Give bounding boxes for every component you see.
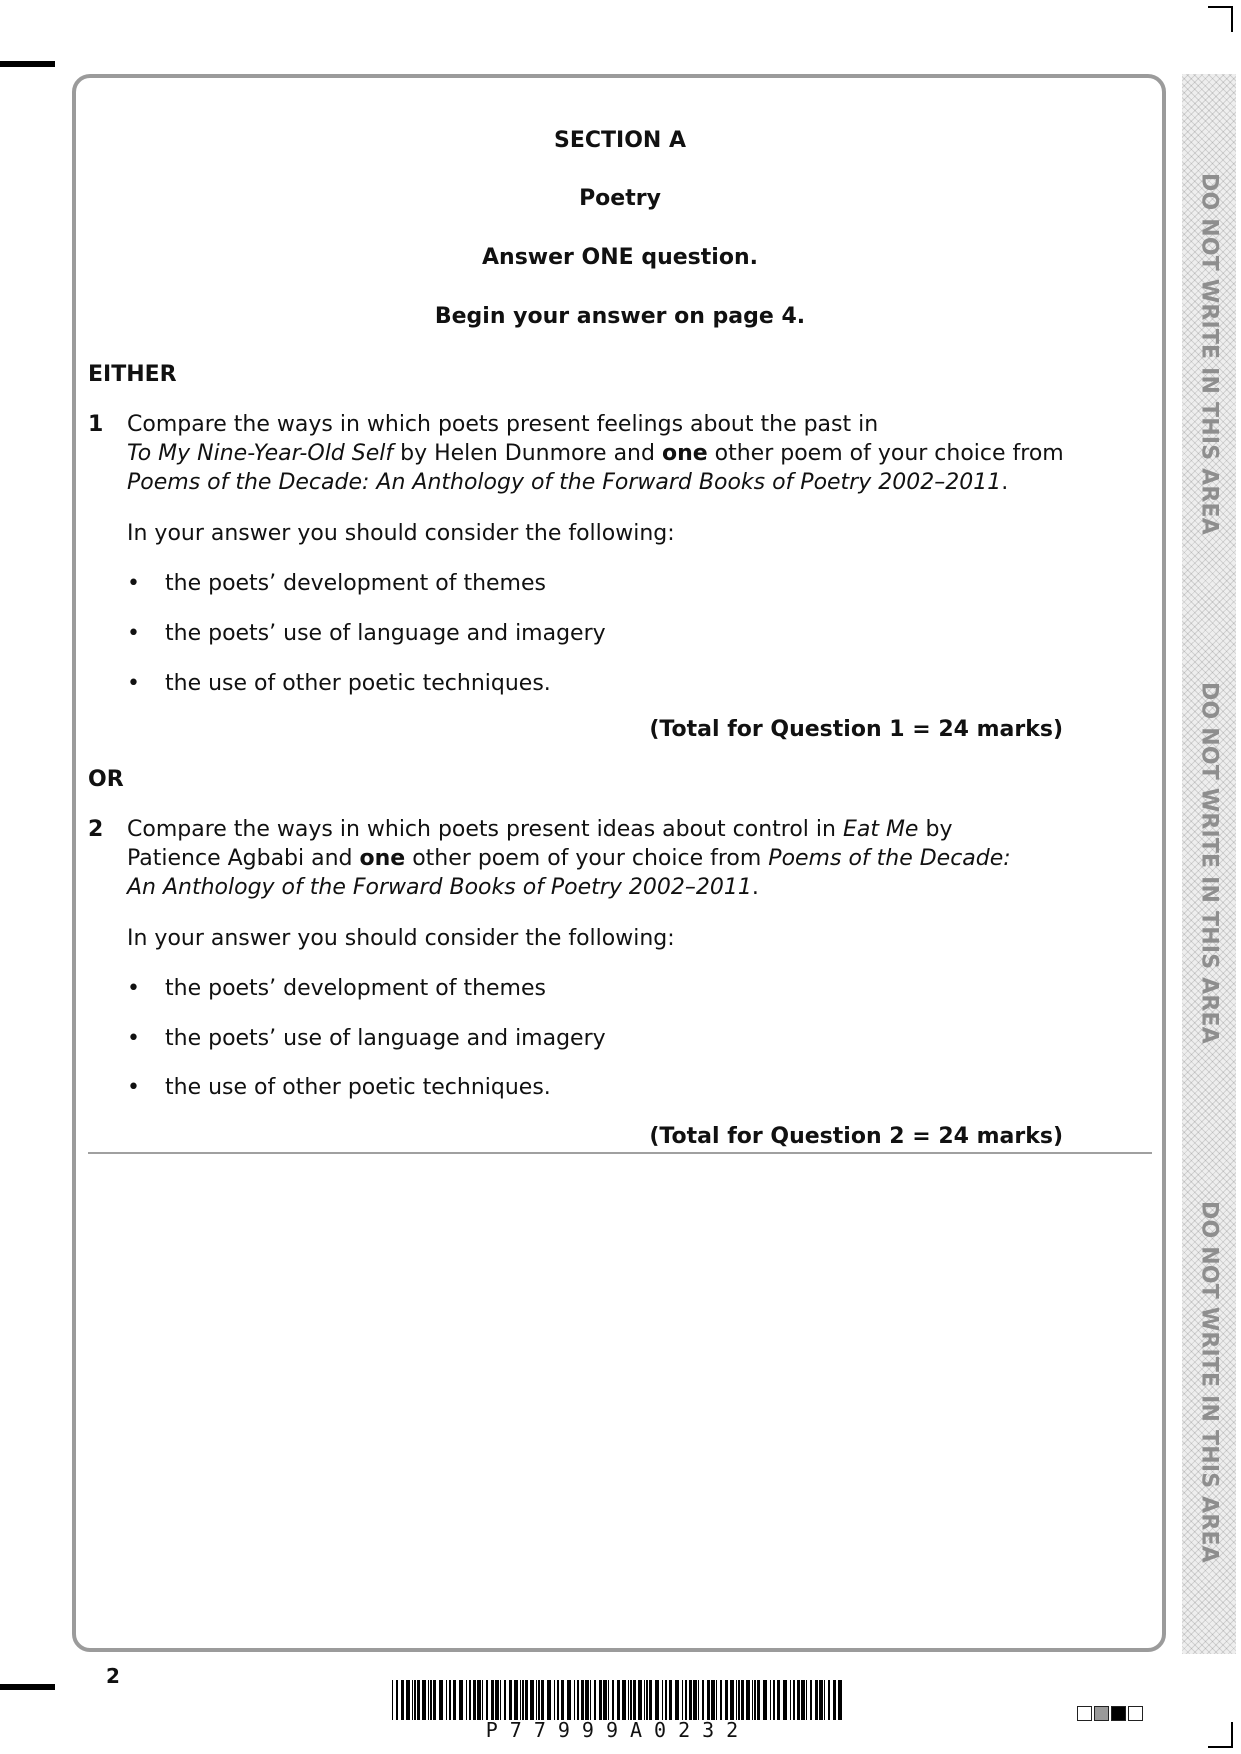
- barcode-bar: [828, 1680, 830, 1720]
- barcode-bar: [777, 1680, 780, 1720]
- question-1-line-1: [127, 410, 1027, 439]
- registration-mark-bottom-left: [0, 1684, 55, 1690]
- page-number: 2: [106, 1664, 120, 1688]
- barcode-bar: [599, 1680, 602, 1720]
- barcode-bar: [525, 1680, 528, 1720]
- barcode-bar: [453, 1680, 456, 1720]
- question-2-bullet-2: • the poets’ use of language and imagery: [127, 1026, 606, 1051]
- text-run: other poem of your choice from: [405, 846, 769, 871]
- question-1-intro: In your answer you should consider the following:: [127, 521, 675, 546]
- barcode-bar: [504, 1680, 506, 1720]
- indicator-box: [1128, 1706, 1143, 1721]
- barcode-bar: [401, 1680, 404, 1720]
- barcode-bar: [738, 1680, 740, 1720]
- barcode-bar: [815, 1680, 818, 1720]
- barcode-bar: [628, 1680, 629, 1720]
- question-2-line-2: [127, 844, 1027, 873]
- question-2-total-marks: (Total for Question 2 = 24 marks): [649, 1124, 1063, 1149]
- barcode: [392, 1680, 844, 1720]
- barcode-bar: [520, 1680, 521, 1720]
- barcode-bar: [783, 1680, 787, 1720]
- barcode-bar: [707, 1680, 710, 1720]
- question-1-text: [127, 410, 1064, 497]
- barcode-bar: [509, 1680, 512, 1720]
- barcode-bar: [797, 1680, 800, 1720]
- choice-label-or: OR: [88, 767, 124, 792]
- barcode-bar: [538, 1680, 540, 1720]
- barcode-bar: [617, 1680, 620, 1720]
- barcode-bar: [711, 1680, 715, 1720]
- barcode-bar: [638, 1680, 642, 1720]
- barcode-bar: [693, 1680, 697, 1720]
- barcode-bar: [819, 1680, 823, 1720]
- question-1-line-3: [127, 468, 1027, 497]
- barcode-bar: [486, 1680, 488, 1720]
- barcode-bar: [675, 1680, 679, 1720]
- barcode-bar: [633, 1680, 636, 1720]
- text-run: Patience Agbabi and: [127, 846, 360, 871]
- barcode-bar: [392, 1680, 393, 1720]
- choice-label-either: EITHER: [88, 362, 177, 387]
- instruction-answer-one: Answer ONE question.: [482, 245, 758, 270]
- barcode-bar: [655, 1680, 659, 1720]
- barcode-bar: [561, 1680, 564, 1720]
- barcode-bar: [833, 1680, 836, 1720]
- barcode-bar: [741, 1680, 744, 1720]
- text-run: one: [359, 846, 406, 871]
- barcode-bar: [396, 1680, 398, 1720]
- barcode-bar: [581, 1680, 584, 1720]
- barcode-bar: [491, 1680, 494, 1720]
- barcode-bar: [763, 1680, 767, 1720]
- text-run: .: [751, 875, 759, 900]
- question-2-bullet-1: • the poets’ development of themes: [127, 976, 546, 1001]
- barcode-bar: [801, 1680, 805, 1720]
- barcode-bar: [567, 1680, 571, 1720]
- barcode-bar: [466, 1680, 467, 1720]
- barcode-bar: [720, 1680, 722, 1720]
- text-run: To My Nine-Year-Old Self: [127, 441, 394, 466]
- barcode-bar: [736, 1680, 737, 1720]
- barcode-bar: [430, 1680, 432, 1720]
- barcode-bar: [685, 1680, 687, 1720]
- barcode-bar: [649, 1680, 652, 1720]
- registration-mark-top-left: [0, 61, 55, 67]
- text-run: other poem of your choice from: [707, 441, 1064, 466]
- question-2-line-3: [127, 873, 1027, 902]
- question-1-bullet-1: • the poets’ development of themes: [127, 571, 546, 596]
- barcode-bar: [412, 1680, 413, 1720]
- barcode-bar: [630, 1680, 632, 1720]
- barcode-bar: [422, 1680, 426, 1720]
- barcode-bar: [608, 1680, 609, 1720]
- barcode-bar: [790, 1680, 791, 1720]
- text-run: Poems of the Decade: An Anthology of the Forward Books of Poetry 2002–2011: [127, 470, 1002, 495]
- barcode-bar: [574, 1680, 575, 1720]
- barcode-bar: [754, 1680, 756, 1720]
- barcode-bar: [622, 1680, 626, 1720]
- barcode-bar: [557, 1680, 559, 1720]
- registration-mark-bottom-right-h: [1208, 1746, 1233, 1748]
- barcode-bar: [752, 1680, 753, 1720]
- barcode-bar: [662, 1680, 663, 1720]
- barcode-bar: [514, 1680, 518, 1720]
- barcode-bar: [495, 1680, 499, 1720]
- question-1-line-2: [127, 439, 1064, 468]
- barcode-bar: [806, 1680, 807, 1720]
- text-run: one: [661, 441, 708, 466]
- question-2-line-1: [127, 815, 1027, 844]
- barcode-bar: [682, 1680, 683, 1720]
- barcode-bar: [665, 1680, 667, 1720]
- barcode-bar: [689, 1680, 692, 1720]
- question-2-bullet-3: • the use of other poetic techniques.: [127, 1075, 551, 1100]
- barcode-bar: [773, 1680, 775, 1720]
- barcode-bar: [439, 1680, 443, 1720]
- barcode-bar: [824, 1680, 825, 1720]
- barcode-bar: [473, 1680, 476, 1720]
- barcode-bar: [725, 1680, 728, 1720]
- barcode-bar: [530, 1680, 534, 1720]
- instruction-begin-page: Begin your answer on page 4.: [434, 304, 806, 329]
- barcode-bar: [590, 1680, 591, 1720]
- registration-mark-top-right-h: [1208, 6, 1233, 8]
- barcode-bar: [716, 1680, 717, 1720]
- barcode-bar: [554, 1680, 555, 1720]
- barcode-bar: [669, 1680, 672, 1720]
- question-1-bullet-3: • the use of other poetic techniques.: [127, 671, 551, 696]
- barcode-bar: [500, 1680, 501, 1720]
- barcode-bar: [406, 1680, 410, 1720]
- barcode-bar: [414, 1680, 416, 1720]
- barcode-bar: [433, 1680, 436, 1720]
- barcode-bar: [477, 1680, 481, 1720]
- barcode-bar: [746, 1680, 750, 1720]
- barcode-bar: [446, 1680, 447, 1720]
- barcode-bar: [793, 1680, 795, 1720]
- question-number-1: 1: [88, 412, 104, 437]
- text-run: Compare the ways in which poets present ideas about control in: [127, 817, 843, 842]
- text-run: Poems of the Decade:: [768, 846, 1011, 871]
- indicator-box: [1077, 1706, 1092, 1721]
- barcode-bar: [585, 1680, 589, 1720]
- text-run: Compare the ways in which poets present feelings about the past in: [127, 412, 879, 437]
- barcode-bar: [698, 1680, 699, 1720]
- barcode-bar: [770, 1680, 771, 1720]
- section-end-rule: [88, 1152, 1152, 1154]
- barcode-bar: [702, 1680, 704, 1720]
- barcode-bar: [469, 1680, 471, 1720]
- barcode-bar: [428, 1680, 429, 1720]
- question-1-total-marks: (Total for Question 1 = 24 marks): [649, 717, 1063, 742]
- question-number-2: 2: [88, 817, 104, 842]
- barcode-bar: [603, 1680, 607, 1720]
- text-run: by: [918, 817, 953, 842]
- barcode-text: P77999A0232: [485, 1718, 751, 1742]
- text-run: .: [1001, 470, 1009, 495]
- question-2-text: [127, 815, 1027, 902]
- barcode-bar: [644, 1680, 645, 1720]
- barcode-bar: [449, 1680, 451, 1720]
- barcode-bar: [417, 1680, 420, 1720]
- barcode-bar: [541, 1680, 544, 1720]
- question-1-bullet-2: • the poets’ use of language and imagery: [127, 621, 606, 646]
- barcode-bar: [547, 1680, 551, 1720]
- barcode-bar: [730, 1680, 734, 1720]
- barcode-bar: [459, 1680, 463, 1720]
- indicator-box: [1094, 1706, 1109, 1721]
- barcode-bar: [612, 1680, 614, 1720]
- page-indicator-boxes: [1077, 1706, 1145, 1722]
- indicator-box: [1111, 1706, 1126, 1721]
- text-run: by Helen Dunmore and: [393, 441, 662, 466]
- barcode-bar: [810, 1680, 812, 1720]
- section-title: SECTION A: [553, 128, 686, 153]
- barcode-bar: [577, 1680, 579, 1720]
- barcode-bar: [594, 1680, 596, 1720]
- question-2-intro: In your answer you should consider the following:: [127, 926, 675, 951]
- text-run: An Anthology of the Forward Books of Poetry 2002–2011: [127, 875, 752, 900]
- section-subject: Poetry: [579, 186, 661, 211]
- barcode-bar: [838, 1680, 842, 1720]
- registration-mark-bottom-right-v: [1231, 1722, 1233, 1748]
- text-run: Eat Me: [842, 817, 919, 842]
- barcode-bar: [482, 1680, 483, 1720]
- barcode-bar: [757, 1680, 760, 1720]
- barcode-bar: [646, 1680, 648, 1720]
- barcode-bar: [536, 1680, 537, 1720]
- barcode-bar: [522, 1680, 524, 1720]
- registration-mark-top-right-v: [1231, 6, 1233, 32]
